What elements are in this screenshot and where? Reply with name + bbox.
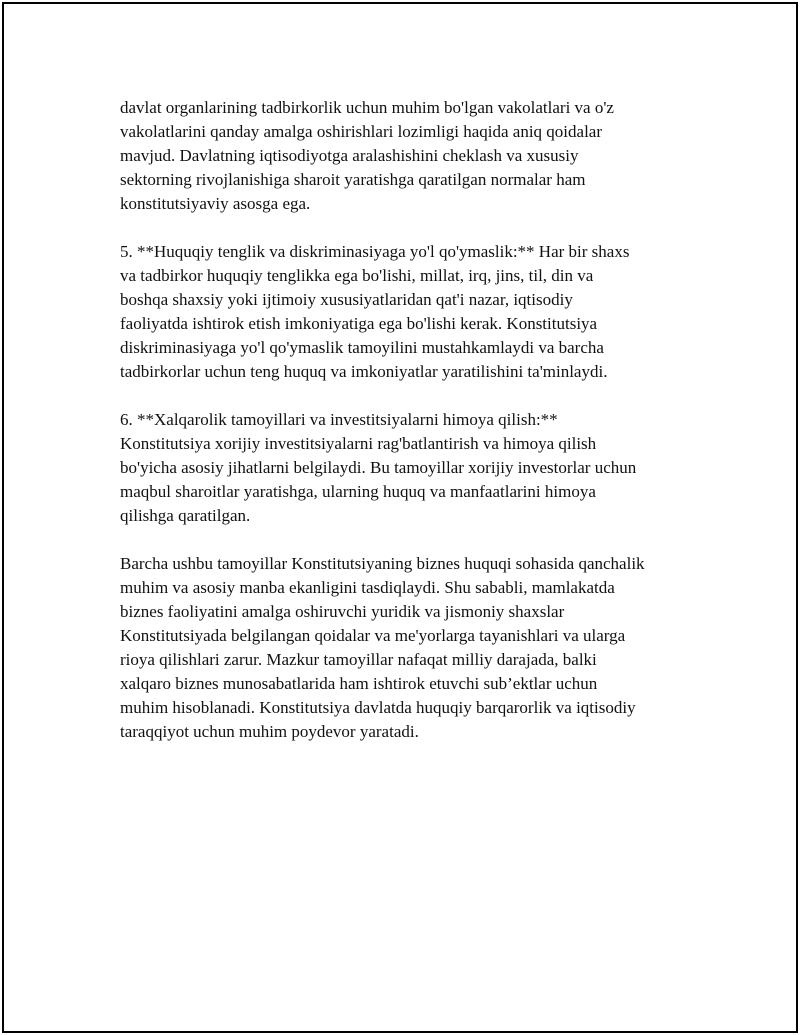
text-line: muhim va asosiy manba ekanligini tasdiqlaydi. Shu sababli, mamlakatda: [120, 578, 615, 597]
text-line: konstitutsiyaviy asosga ega.: [120, 194, 311, 213]
text-line: va tadbirkor huquqiy tenglikka ega bo'lishi, millat, irq, jins, til, din va: [120, 266, 594, 285]
text-line: davlat organlarining tadbirkorlik uchun muhim bo'lgan vakolatlari va o'z: [120, 98, 614, 117]
document-page: [2, 2, 798, 1033]
text-line: Konstitutsiya xorijiy investitsiyalarni rag'batlantirish va himoya qilish: [120, 434, 597, 453]
text-line: qilishga qaratilgan.: [120, 506, 251, 525]
text-line: biznes faoliyatini amalga oshiruvchi yuridik va jismoniy shaxslar: [120, 602, 565, 621]
text-line: 5. **Huquqiy tenglik va diskriminasiyaga yo'l qo'ymaslik:** Har bir shaxs: [120, 242, 630, 261]
text-line: maqbul sharoitlar yaratishga, ularning huquq va manfaatlarini himoya: [120, 482, 596, 501]
text-line: Barcha ushbu tamoyillar Konstitutsiyaning biznes huquqi sohasida qanchalik: [120, 554, 645, 573]
text-line: tadbirkorlar uchun teng huquq va imkoniyatlar yaratilishini ta'minlaydi.: [120, 362, 608, 381]
text-line: Konstitutsiyada belgilangan qoidalar va me'yorlarga tayanishlari va ularga: [120, 626, 626, 645]
text-line: mavjud. Davlatning iqtisodiyotga aralashishini cheklash va xususiy: [120, 146, 579, 165]
text-line: rioya qilishlari zarur. Mazkur tamoyillar nafaqat milliy darajada, balki: [120, 650, 597, 669]
text-line: faoliyatda ishtirok etish imkoniyatiga ega bo'lishi kerak. Konstitutsiya: [120, 314, 598, 333]
text-line: xalqaro biznes munosabatlarida ham ishtirok etuvchi sub’ektlar uchun: [120, 674, 598, 693]
text-line: taraqqiyot uchun muhim poydevor yaratadi.: [120, 722, 419, 741]
text-line: diskriminasiyaga yo'l qo'ymaslik tamoyilini mustahkamlaydi va barcha: [120, 338, 604, 357]
text-line: boshqa shaxsiy yoki ijtimoiy xususiyatlaridan qat'i nazar, iqtisodiy: [120, 290, 573, 309]
text-line: vakolatlarini qanday amalga oshirishlari lozimligi haqida aniq qoidalar: [120, 122, 602, 141]
text-line: sektorning rivojlanishiga sharoit yaratishga qaratilgan normalar ham: [120, 170, 586, 189]
text-line: bo'yicha asosiy jihatlarni belgilaydi. Bu tamoyillar xorijiy investorlar uchun: [120, 458, 637, 477]
text-line: muhim hisoblanadi. Konstitutsiya davlatda huquqiy barqarorlik va iqtisodiy: [120, 698, 636, 717]
text-line: 6. **Xalqarolik tamoyillari va investitsiyalarni himoya qilish:**: [120, 410, 558, 429]
